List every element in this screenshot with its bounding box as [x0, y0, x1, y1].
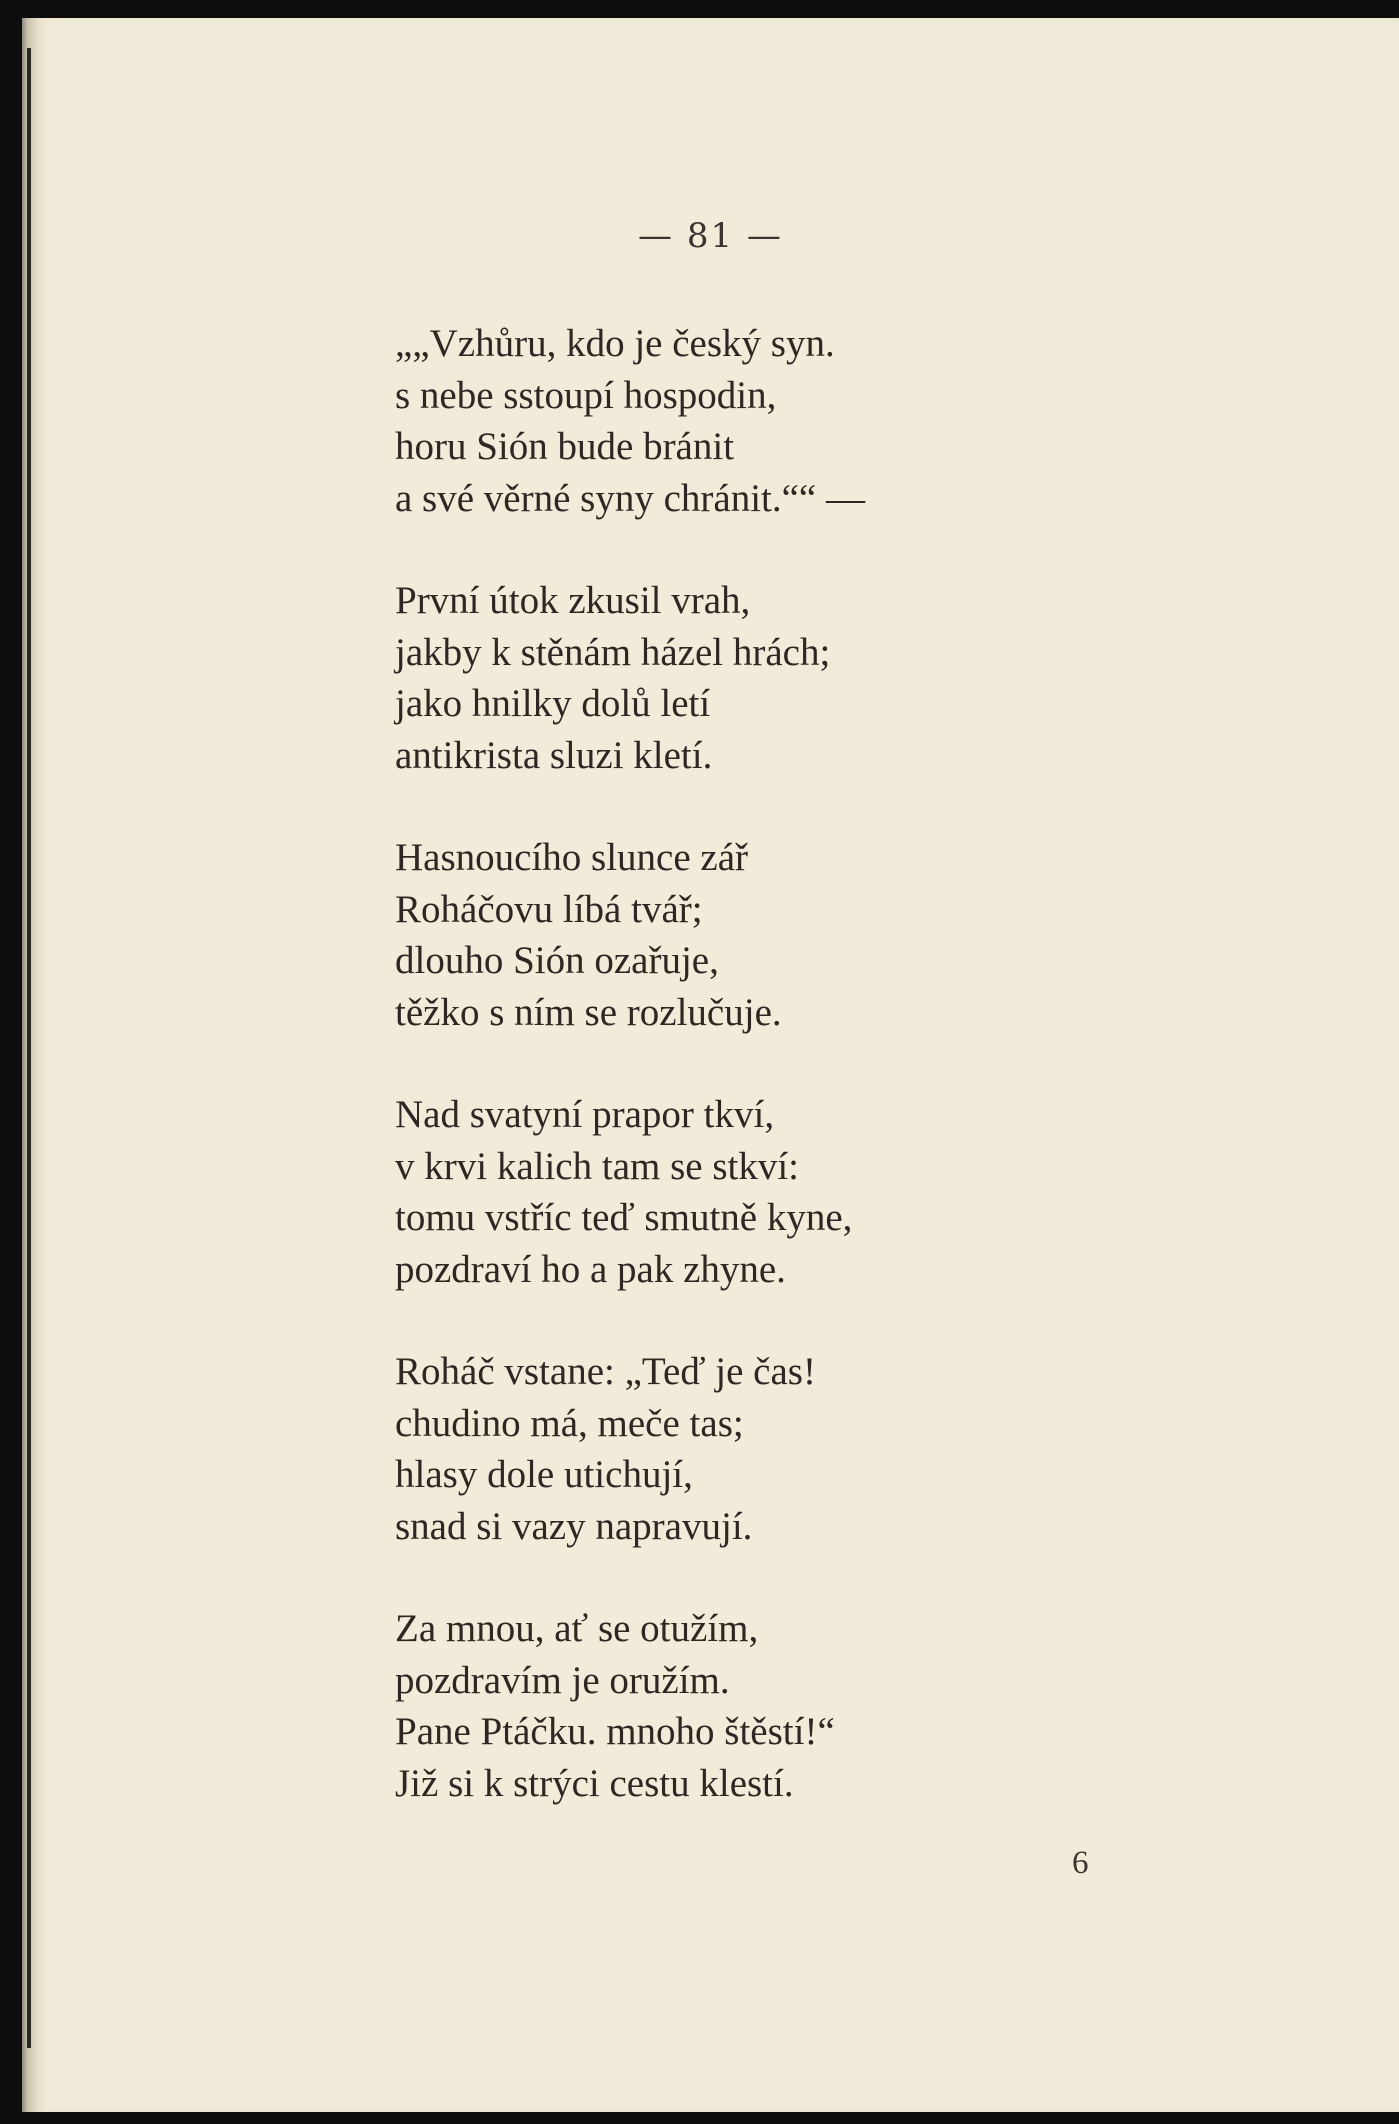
verse-line: snad si vazy napravují.	[395, 1504, 753, 1548]
verse-line: antikrista sluzi kletí.	[395, 733, 713, 777]
stanza-5	[395, 1346, 1095, 1552]
stanza-1	[395, 318, 1095, 524]
verse-line: v krvi kalich tam se stkví:	[395, 1144, 800, 1188]
verse-line: Pane Ptáčku. mnoho štěstí!“	[395, 1710, 835, 1753]
verse-line: hlasy dole utichují,	[395, 1453, 693, 1496]
verse-line: jakby k stěnám házel hrách;	[395, 630, 831, 674]
verse-line: Roháč vstane: „Teď je čas!	[395, 1350, 816, 1393]
verse-line: pozdraví ho a pak zhyne.	[395, 1247, 786, 1291]
verse-line: Roháčovu líbá tvář;	[395, 887, 703, 931]
verse-line: tomu vstříc teď smutně kyne,	[395, 1196, 853, 1239]
verse-line: pozdravím je oružím.	[395, 1658, 730, 1702]
verse-line: Hasnoucího slunce zář	[395, 836, 749, 879]
verse-line: chudino má, meče tas;	[395, 1401, 744, 1445]
verse-line: První útok zkusil vrah,	[395, 579, 751, 622]
verse-line: horu Sión bude bránit	[395, 425, 735, 468]
verse-line: Nad svatyní prapor tkví,	[395, 1093, 775, 1136]
verse-line: s nebe sstoupí hospodin,	[395, 373, 777, 417]
verse-line: „„Vzhůru, kdo je český syn.	[395, 322, 835, 365]
verse-line: jako hnilky dolů letí	[395, 682, 711, 725]
page-number: — 81 —	[638, 216, 783, 256]
verse-line: Již si k strýci cestu klestí.	[395, 1761, 794, 1805]
poem	[395, 318, 1095, 1809]
book-page	[22, 18, 1399, 2112]
spine-edge-line	[27, 48, 31, 2048]
stanza-6	[395, 1603, 1095, 1809]
stanza-3	[395, 832, 1095, 1038]
book-spine	[22, 18, 50, 2112]
verse-line: Za mnou, ať se otužím,	[395, 1607, 759, 1650]
stanza-2	[395, 575, 1095, 781]
signature-mark: 6	[1072, 1845, 1089, 1881]
stanza-4	[395, 1089, 1095, 1295]
verse-line: těžko s ním se rozlučuje.	[395, 990, 782, 1034]
verse-line: a své věrné syny chránit.““ —	[395, 476, 865, 520]
verse-line: dlouho Sión ozařuje,	[395, 939, 719, 982]
